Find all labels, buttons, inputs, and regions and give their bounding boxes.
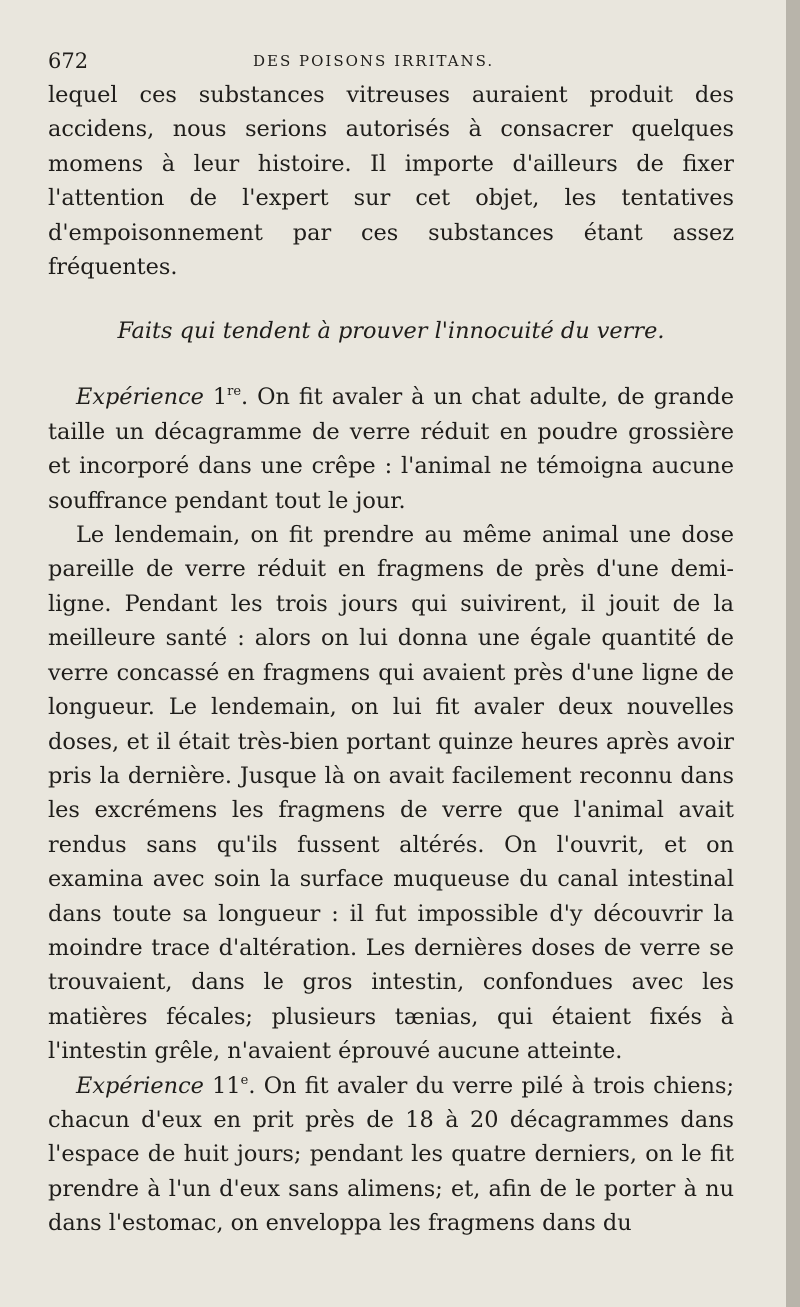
experiment-2-label: Expérience (76, 1072, 204, 1099)
running-title: DES POISONS IRRITANS. (253, 52, 495, 70)
lendemain-paragraph: Le lendemain, on fit prendre au même animal une dose pareille de verre réduit en fragmens de près d'une demi-ligne. Pendant les trois jours qui suivirent, il jouit de la meilleure santé : alors on lui donna une égale quantité de verre concassé en fragmens qui avaient près d'une ligne de longueur. Le lendemain, on lui fit avaler deux nouvelles doses, et il était très-bien portant quinze heures après avoir pris la dernière. Jusque là on avait facilement reconnu dans les excrémens les fragmens de verre que l'animal avait rendus sans qu'ils fussent altérés. On l'ouvrit, et on examina avec soin la surface muqueuse du canal intestinal dans toute sa longueur : il fut impossible d'y découvrir la moindre trace d'altération. Les dernières doses de verre se trouvaient, dans le gros intestin, confondues avec les matières fécales; plusieurs tænias, qui étaient fixés à l'intestin grêle, n'avaient éprouvé aucune atteinte. (48, 522, 734, 1065)
experiment-1-label: Expérience (76, 384, 204, 411)
experiment-1-suffix: re (227, 384, 242, 400)
page-gutter (786, 0, 800, 1307)
experiment-1-number: 1 (212, 384, 228, 411)
experiment-1-text: . On fit avaler à un chat adulte, de grande taille un décagramme de verre réduit en poudre grossière et incorporé dans une crêpe : l'animal ne témoigna aucune souffrance pendant tout le jour. (48, 384, 735, 514)
experiment-2-number: 11 (212, 1072, 241, 1099)
page-number: 672 (48, 49, 89, 73)
section-heading: Faits qui tendent à prouver l'innocuité du verre. (117, 318, 665, 345)
experiment-2-text: . On fit avaler du verre pilé à trois chiens; chacun d'eux en prit près de 18 à 20 décagrammes dans l'espace de huit jours; pendant les quatre derniers, on le fit prendre à l'un d'eux sans alimens; et, afin de le porter à nu dans l'estomac, on enveloppa les fragmens dans du (48, 1072, 734, 1237)
running-head (48, 44, 734, 78)
experiment-2-suffix: e (240, 1072, 249, 1088)
experiment-2-paragraph (48, 1069, 734, 1241)
experiment-1-paragraph (48, 380, 734, 518)
body-text (48, 78, 734, 1241)
intro-paragraph: lequel ces substances vitreuses auraient produit des accidens, nous serions autorisés à consacrer quelques momens à leur histoire. Il importe d'ailleurs de fixer l'attention de l'expert sur cet objet, les tentatives d'empoisonnement par ces substances étant assez fréquentes. (48, 82, 734, 281)
